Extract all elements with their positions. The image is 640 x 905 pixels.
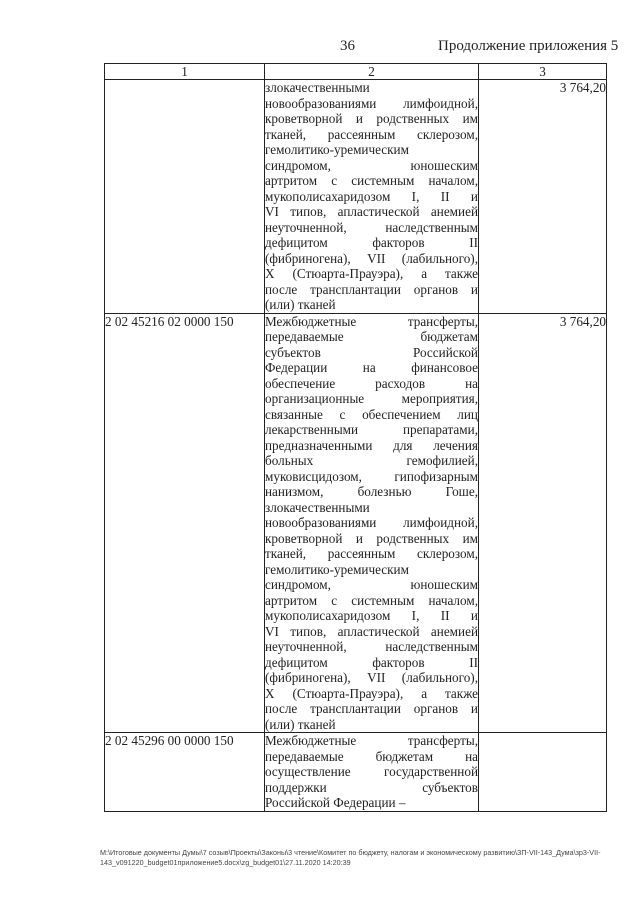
description-line: (фибриногена), VII (лабильного), (265, 670, 478, 685)
amount-cell: 3 764,20 (479, 80, 607, 314)
budget-code-cell (105, 80, 265, 314)
description-line: организационные мероприятия, (265, 391, 478, 406)
description-line: синдромом, юношеским (265, 577, 478, 592)
description-line: кроветворной и родственных им (265, 111, 478, 126)
description-line: новообразованиями лимфоидной, (265, 95, 478, 111)
description-line: передаваемые бюджетам (265, 329, 478, 344)
column-number-2: 2 (265, 64, 479, 80)
continuation-label: Продолжение приложения 5 (438, 38, 619, 54)
budget-code-cell: 2 02 45216 02 0000 150 (105, 313, 265, 733)
budget-code-cell: 2 02 45296 00 0000 150 (105, 733, 265, 812)
column-number-row (105, 64, 607, 80)
description-line: субъектов Российской (265, 344, 478, 360)
description-line: после трансплантации органов и (265, 701, 478, 716)
description-line: (или) тканей (265, 297, 336, 312)
description-cell (265, 733, 479, 812)
description-line: новообразованиями лимфоидной, (265, 515, 478, 530)
description-line: VI типов, апластической анемией (265, 623, 478, 639)
description-line: дефицитом факторов II (265, 235, 478, 250)
description-line: обеспечение расходов на (265, 375, 478, 391)
description-line: осуществление государственной (265, 764, 478, 779)
description-line: VI типов, апластической анемией (265, 204, 478, 219)
description-line: передаваемые бюджетам на (265, 748, 478, 764)
description-line: после трансплантации органов и (265, 281, 478, 297)
table-row (105, 313, 607, 733)
description-line: артритом с системным началом, (265, 592, 478, 608)
description-line: гемолитико-уремическим (265, 561, 409, 577)
description-line: мукополисахаридозом I, II и (265, 188, 478, 204)
description-line: предназначенными для лечения (265, 437, 478, 453)
column-number-3: 3 (479, 64, 607, 80)
description-line: тканей, рассеянным склерозом, (265, 546, 478, 561)
description-line: муковисцидозом, гипофизарным (265, 468, 478, 484)
description-line: мукополисахаридозом I, II и (265, 608, 478, 623)
description-line: (или) тканей (265, 716, 336, 732)
description-line: поддержки субъектов (265, 779, 478, 795)
description-line: артритом с системным началом, (265, 173, 478, 188)
description-line: кроветворной и родственных им (265, 530, 478, 546)
table-row (105, 733, 607, 812)
description-line: лекарственными препаратами, (265, 422, 478, 437)
description-line: нанизмом, болезнью Гоше, (265, 484, 478, 499)
description-line: злокачественными (265, 499, 370, 515)
description-line: Межбюджетные трансферты, (265, 733, 478, 748)
file-path-line: 143_v091220_budget01приложение5.docx\zg_budget01\27.11.2020 14:20:39 (100, 858, 351, 867)
file-path-footer (100, 848, 620, 868)
description-cell (265, 313, 479, 733)
description-line: дефицитом факторов II (265, 654, 478, 670)
table-row (105, 80, 607, 314)
description-line: связанные с обеспечением лиц (265, 406, 478, 422)
description-line: больных гемофилией, (265, 453, 478, 468)
file-path-line: M:\Итоговые документы Думы\7 созыв\Проекты\Законы\3 чтение\Комитет по бюджету, налогам и экономическому развитию\ЗП-VII-143_Дума\зр3-VII- (100, 848, 601, 857)
description-line: синдромом, юношеским (265, 157, 478, 173)
budget-table (104, 63, 607, 812)
amount-cell: 3 764,20 (479, 313, 607, 733)
description-line: гемолитико-уремическим (265, 142, 409, 157)
page-number: 36 (340, 38, 355, 54)
description-line: Российской Федерации – (265, 795, 406, 810)
description-line: X (Стюарта-Прауэра), а также (265, 685, 478, 701)
description-line: неуточненной, наследственным (265, 639, 478, 654)
description-line: X (Стюарта-Прауэра), а также (265, 266, 478, 281)
description-line: неуточненной, наследственным (265, 219, 478, 235)
description-line: Федерации на финансовое (265, 360, 478, 375)
description-line: тканей, рассеянным склерозом, (265, 126, 478, 142)
description-line: (фибриногена), VII (лабильного), (265, 250, 478, 266)
amount-cell (479, 733, 607, 812)
description-cell (265, 80, 479, 314)
column-number-1: 1 (105, 64, 265, 80)
description-line: злокачественными (265, 80, 370, 95)
description-line: Межбюджетные трансферты, (265, 313, 478, 329)
